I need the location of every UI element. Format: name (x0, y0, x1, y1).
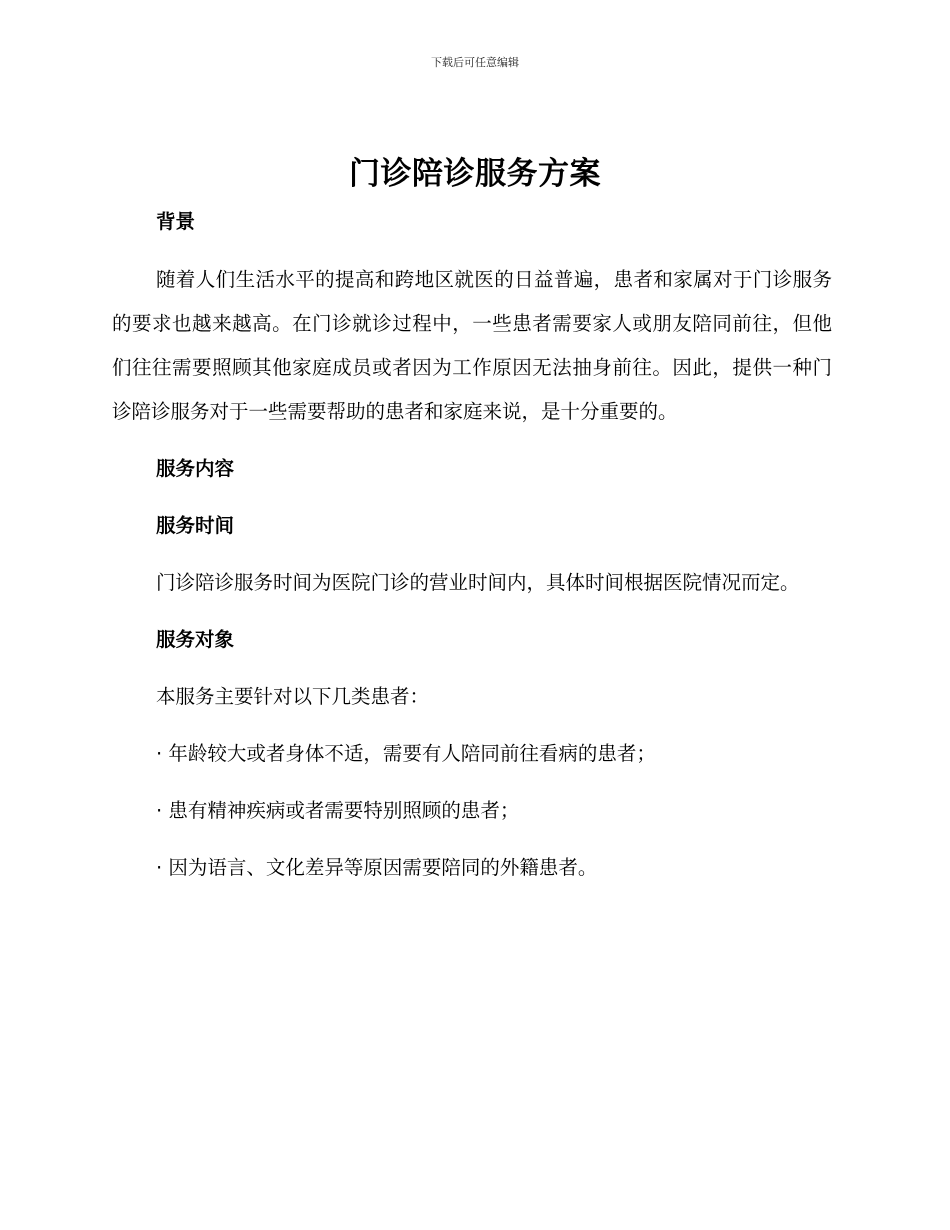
service-time-paragraph: 门诊陪诊服务时间为医院门诊的营业时间内，具体时间根据医院情况而定。 (156, 571, 800, 594)
document-title: 门诊陪诊服务方案 (349, 156, 601, 192)
section-heading-service-time: 服务时间 (156, 514, 235, 537)
section-heading-service-target: 服务对象 (156, 628, 235, 651)
header-note: 下载后可任意编辑 (431, 56, 519, 69)
service-target-item: · 年龄较大或者身体不适，需要有人陪同前往看病的患者； (156, 742, 656, 765)
service-target-intro: 本服务主要针对以下几类患者： (156, 685, 430, 708)
section-heading-service-content: 服务内容 (156, 457, 235, 480)
service-target-item: · 因为语言、文化差异等原因需要陪同的外籍患者。 (156, 856, 598, 879)
section-heading-background: 背景 (156, 210, 196, 233)
background-paragraph: 随着人们生活水平的提高和跨地区就医的日益普遍，患者和家属对于门诊服务的要求也越来越高。在门诊就诊过程中，一些患者需要家人或朋友陪同前往，但他们往往需要照顾其他家庭成员或者因为工作原因无法抽身前往。因此，提供一种门诊陪诊服务对于一些需要帮助的患者和家庭来说，是十分重要的。 (112, 268, 832, 423)
service-target-item: · 患有精神疾病或者需要特别照顾的患者； (156, 799, 520, 822)
document-body (112, 200, 832, 890)
